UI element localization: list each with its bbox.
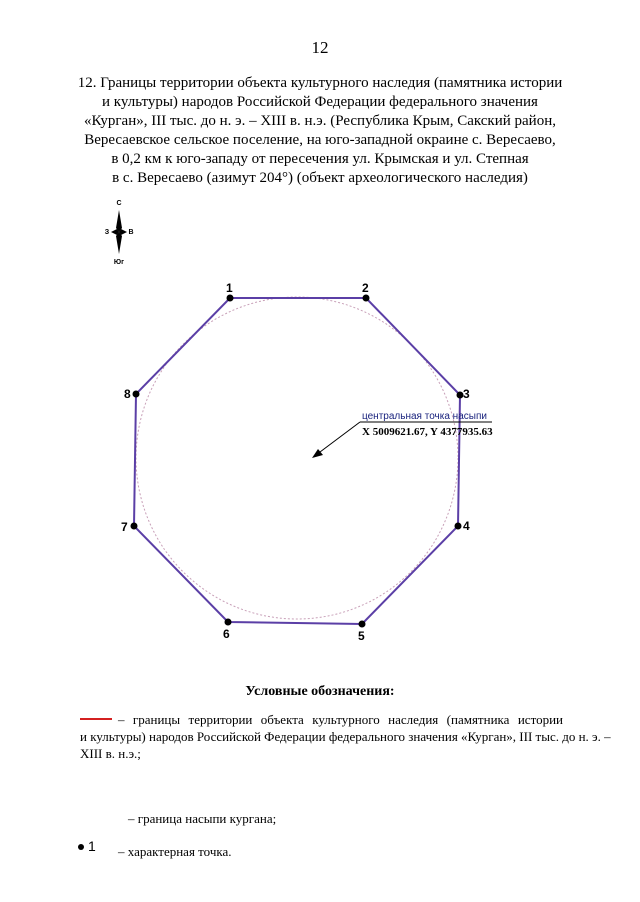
legend-territory-text-3: XIII в. н.э.; xyxy=(80,746,141,761)
point-marker xyxy=(225,619,232,626)
point-label: 4 xyxy=(463,519,470,533)
compass-north-arrow xyxy=(116,210,122,232)
characteristic-points xyxy=(131,295,464,628)
point-label: 2 xyxy=(362,281,369,295)
center-point-title: центральная точка насыпи xyxy=(362,411,487,422)
legend-point-number: 1 xyxy=(88,838,96,854)
point-label: 3 xyxy=(463,387,470,401)
point-label: 8 xyxy=(124,387,131,401)
legend-territory-line xyxy=(80,718,112,720)
point-marker xyxy=(359,621,366,628)
point-marker xyxy=(363,295,370,302)
center-point-coords: X 5009621.67, Y 4377935.63 xyxy=(362,426,493,438)
legend-point-text: – характерная точка. xyxy=(118,844,232,859)
point-label: 7 xyxy=(121,520,128,534)
title-line: Вересаевское сельское поселение, на юго-западной окраине с. Вересаево, xyxy=(84,132,556,148)
legend-point-marker xyxy=(78,844,84,850)
title-line: в 0,2 км к юго-западу от пересечения ул. Крымская и ул. Степная xyxy=(111,151,529,167)
compass-north-label: С xyxy=(116,200,122,207)
compass-east-label: В xyxy=(128,229,134,236)
legend-territory-text-2: и культуры) народов Российской Федерации федерального значения «Курган», III тыс. до н. э. – xyxy=(80,729,611,744)
legend-territory-text-1: – границы территории объекта культурного наследия (памятника истории xyxy=(118,712,563,727)
point-marker xyxy=(227,295,234,302)
point-labels xyxy=(121,281,470,643)
title-line: «Курган», III тыс. до н. э. – XIII в. н.э. (Республика Крым, Сакский район, xyxy=(84,113,556,129)
point-label: 6 xyxy=(223,627,230,641)
point-label: 5 xyxy=(358,629,365,643)
point-marker xyxy=(131,523,138,530)
page-number: 12 xyxy=(311,38,329,57)
point-label: 1 xyxy=(226,281,233,295)
callout-arrowhead xyxy=(312,449,323,458)
title-line: в с. Вересаево (азимут 204°) (объект археологического наследия) xyxy=(112,170,528,186)
legend-heading: Условные обозначения: xyxy=(245,684,395,699)
callout-leader xyxy=(316,422,360,455)
center-point-callout xyxy=(312,411,493,458)
compass-rose xyxy=(105,200,134,266)
legend-mound-text: – граница насыпи кургана; xyxy=(128,811,277,826)
point-marker xyxy=(133,391,140,398)
compass-west-label: З xyxy=(104,229,110,236)
territory-boundary xyxy=(134,298,460,624)
title-line: и культуры) народов Российской Федерации федерального значения xyxy=(102,94,538,110)
point-marker xyxy=(455,523,462,530)
title-line: 12. Границы территории объекта культурного наследия (памятника истории xyxy=(77,75,563,91)
compass-south-label: Юг xyxy=(113,259,125,266)
compass-south-arrow xyxy=(116,232,122,254)
